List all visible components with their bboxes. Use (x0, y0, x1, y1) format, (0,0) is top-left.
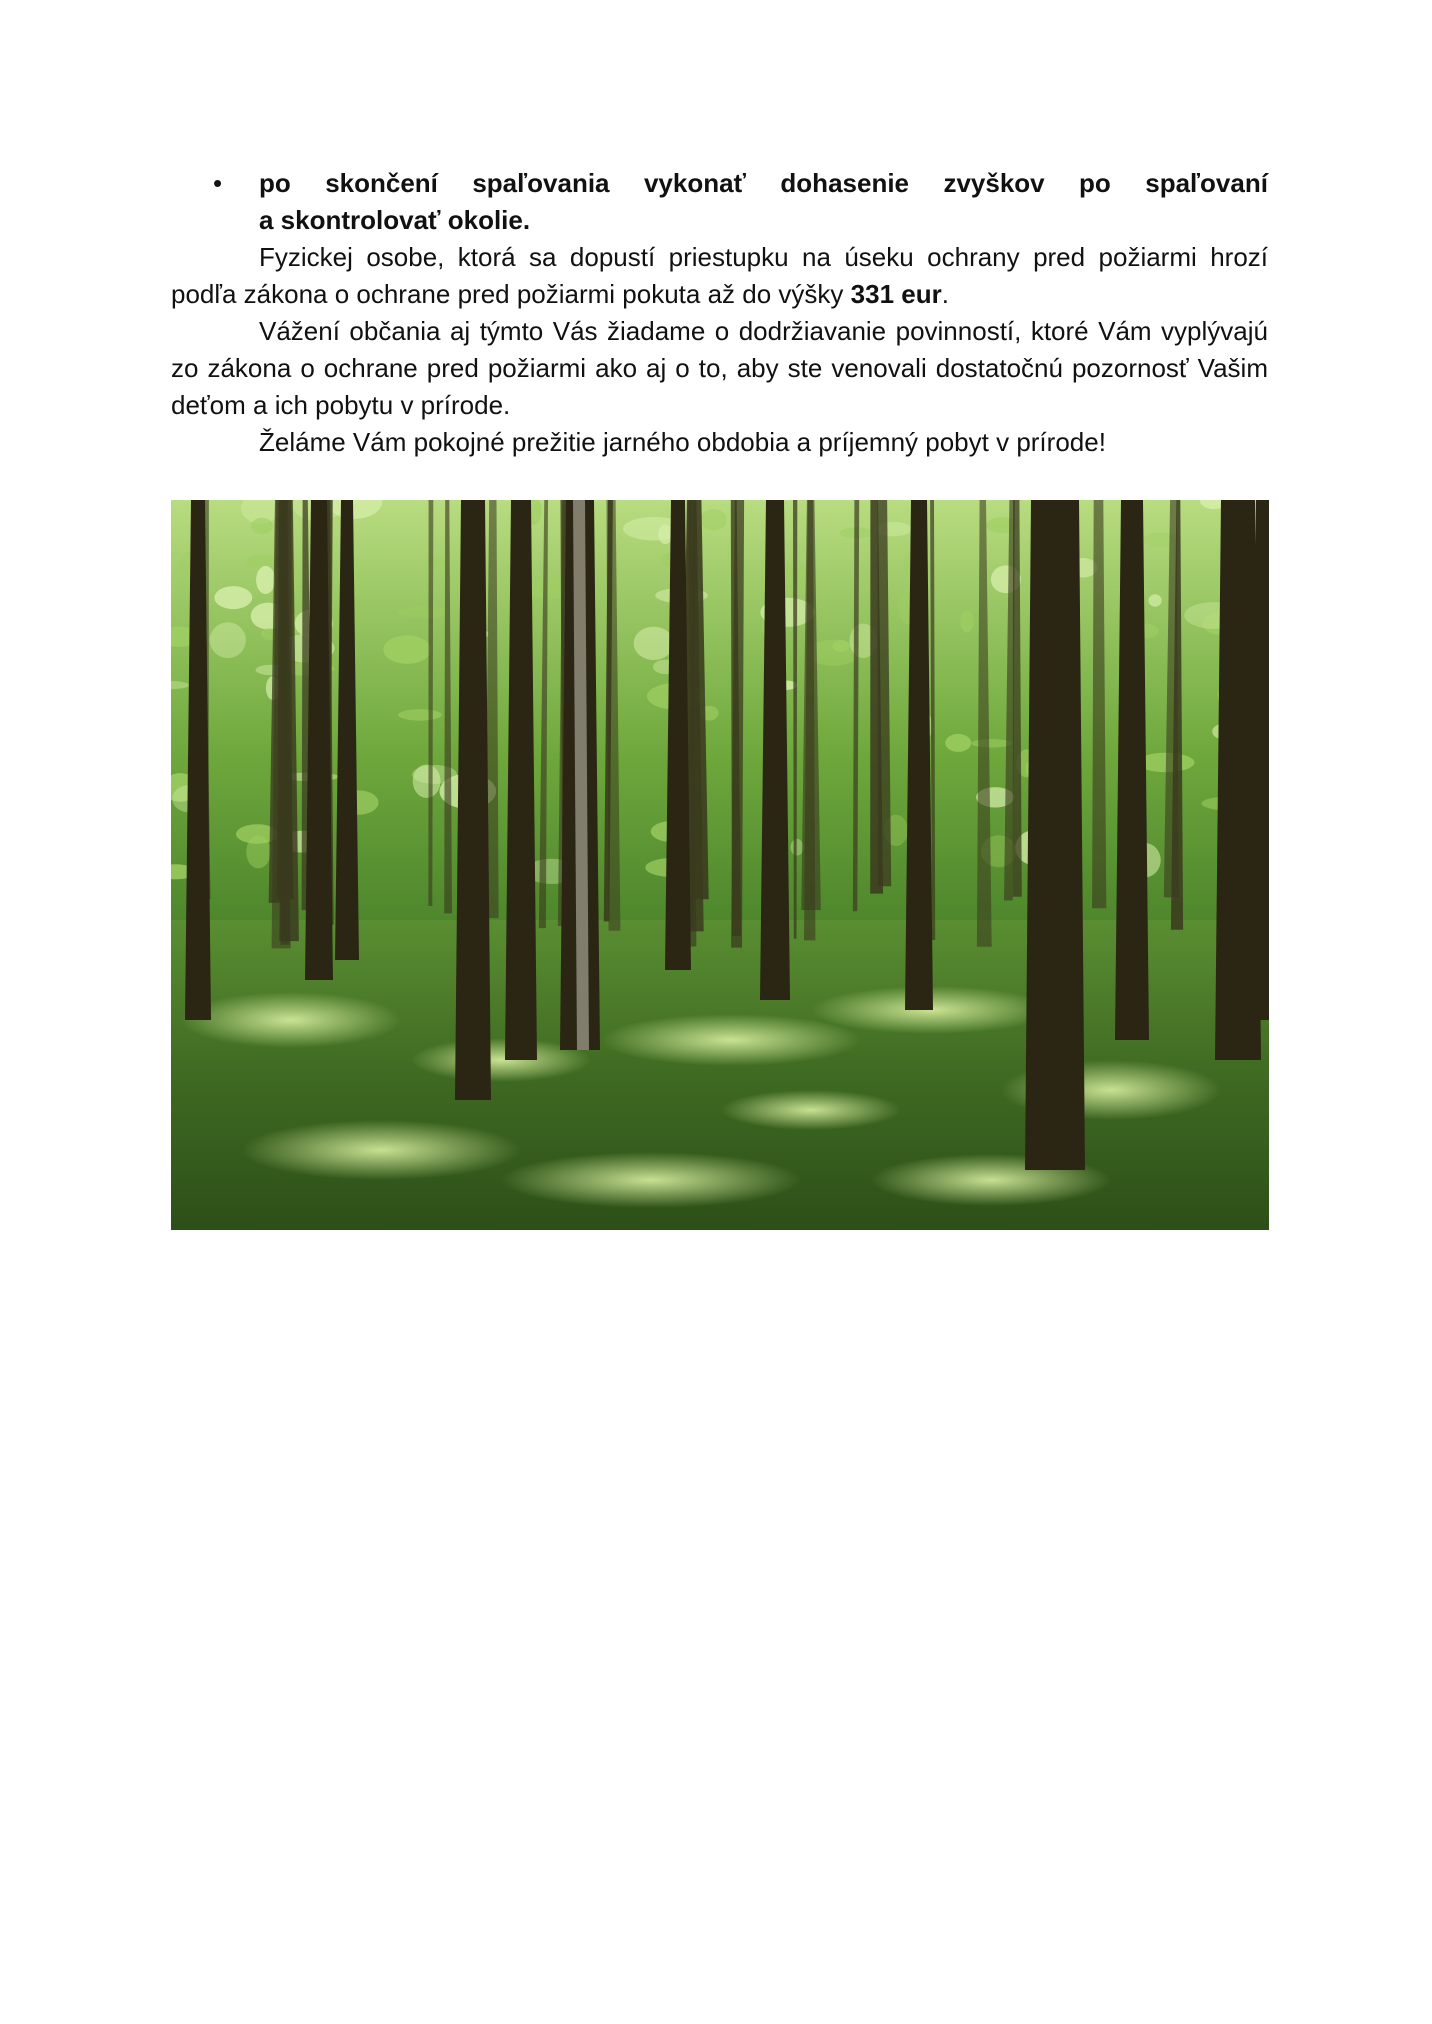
bullet-line-2: a skontrolovať okolie. (259, 205, 531, 235)
paragraph-penalty (171, 239, 1268, 313)
sunlight-patch (181, 992, 401, 1048)
sunlight-patch (501, 1152, 801, 1208)
bullet-item (171, 165, 1268, 239)
paragraph-wishes: Želáme Vám pokojné prežitie jarného obdobia a príjemný pobyt v prírode! (259, 427, 1106, 457)
bullet-word: spaľovaní (1145, 168, 1268, 198)
leaf-highlight (246, 836, 270, 869)
leaf-highlight (791, 839, 804, 856)
bullet-word: zvyškov (943, 168, 1045, 198)
penalty-text: Fyzickej osobe, ktorá sa dopustí priestupku na úseku ochrany pred požiarmi hrozí podľa zákona o ochrane pred požiarmi pokuta až do výšky (171, 242, 1268, 309)
bullet-icon: • (213, 168, 223, 198)
text-block (171, 165, 1268, 461)
leaf-highlight (634, 627, 674, 660)
bullet-word: po (1079, 168, 1111, 198)
leaf-highlight (210, 622, 246, 658)
sunlight-patch (721, 1090, 901, 1130)
leaf-highlight (398, 709, 442, 720)
leaf-highlight (251, 518, 273, 535)
leaf-highlight (397, 607, 450, 619)
bullet-word: spaľovania (472, 168, 610, 198)
forest-photo (171, 500, 1269, 1230)
leaf-highlight (700, 509, 727, 531)
sunlight-patch (241, 1120, 521, 1180)
bullet-word: dohasenie (780, 168, 910, 198)
leaf-highlight (960, 611, 974, 633)
leaf-highlight (945, 734, 971, 752)
tree-trunk (1025, 500, 1085, 1170)
sunlight-patch (601, 1014, 861, 1066)
leaf-highlight (383, 635, 431, 664)
leaf-highlight (214, 586, 252, 609)
bullet-word: vykonať (643, 168, 746, 198)
leaf-highlight (833, 640, 850, 652)
paragraph-request: Vážení občania aj týmto Vás žiadame o dodržiavanie povinností, ktoré Vám vyplývajú zo zákona o ochrane pred požiarmi ako aj o to, aby ste venovali dostatočnú pozornosť Vašim deťom a ich pobytu v prírode. (171, 316, 1268, 420)
bullet-line-1 (259, 165, 1268, 202)
penalty-amount: 331 eur (850, 279, 942, 309)
leaf-highlight (971, 739, 1012, 748)
leaf-highlight (256, 566, 275, 594)
leaf-highlight (1149, 594, 1162, 606)
tree-trunk (455, 500, 491, 1100)
penalty-text-end: . (941, 279, 949, 309)
bullet-word: po (259, 168, 291, 198)
bullet-word: skončení (325, 168, 438, 198)
